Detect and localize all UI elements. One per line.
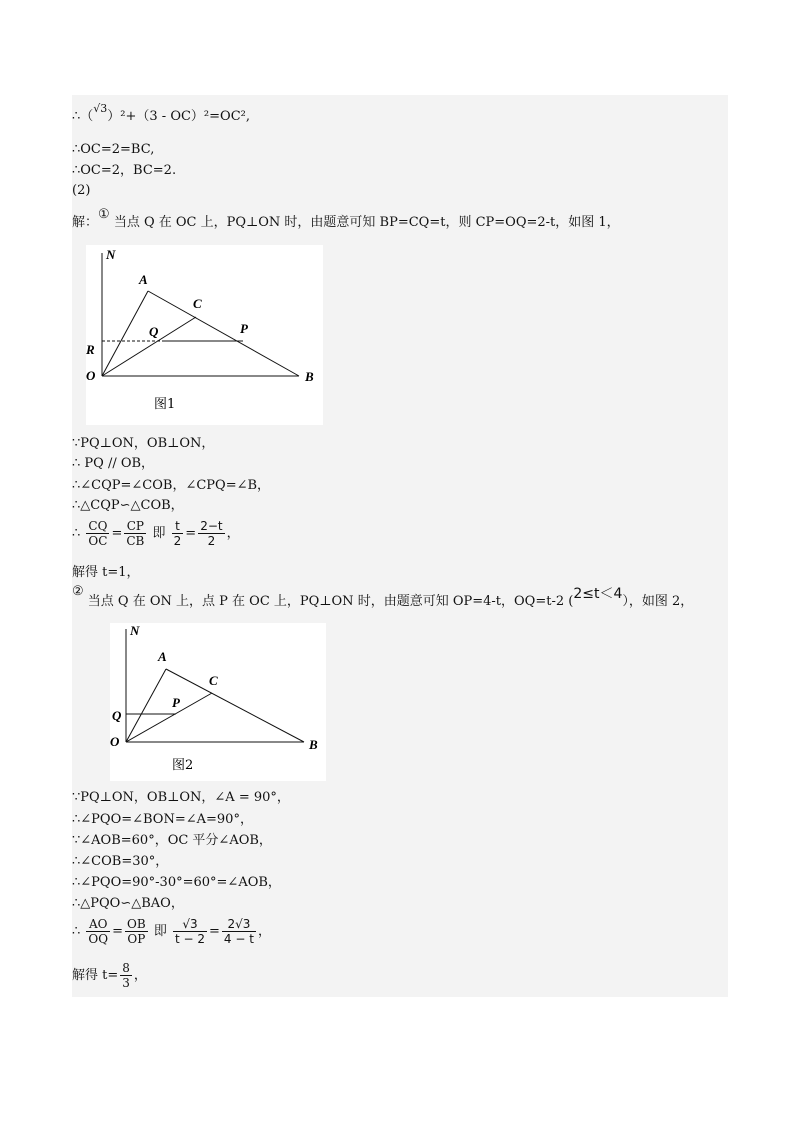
comma: ， <box>226 526 240 541</box>
fraction-ob-op: $\frac{OB}{OP}$ <box>127 917 146 946</box>
line-19 <box>72 917 271 947</box>
document-page <box>72 95 728 997</box>
label-c: C <box>193 296 202 311</box>
line-9: ∴△CQP∽△COB， <box>72 498 184 513</box>
therefore-symbol: ∴ <box>72 924 81 939</box>
label-p: P <box>240 321 248 336</box>
label-q: Q <box>112 708 122 723</box>
line-7: ∴ PQ // OB， <box>72 456 155 471</box>
fraction-t-2: $\frac{t}{2}$ <box>173 519 182 548</box>
ji-word: 即 <box>153 924 167 939</box>
figure-1-diagram <box>86 245 323 425</box>
label-b: B <box>309 737 318 752</box>
circled-two: ② <box>72 584 84 599</box>
label-o: O <box>110 734 120 749</box>
figure-2-caption: 图2 <box>172 758 194 773</box>
equation-rest: ）²+（3 - OC）²=OC², <box>107 109 250 124</box>
line-20 <box>72 961 147 991</box>
fraction-cp-cb: $\frac{CP}{CB}$ <box>126 519 145 548</box>
circled-one: ① <box>98 207 110 222</box>
fraction-sqrt3-t-minus-2: $\frac{√3}{t - 2}$ <box>174 917 205 946</box>
figure-2-diagram <box>110 623 326 781</box>
label-q: Q <box>149 324 159 339</box>
comma: ， <box>257 924 271 939</box>
equals-sign: = <box>111 526 123 541</box>
fraction-2-minus-t: $\frac{2-t}{2}$ <box>200 519 223 548</box>
equals-sign: = <box>112 924 124 939</box>
line-6: ∵PQ⊥ON，OB⊥ON， <box>72 436 215 451</box>
case-two-end: ），如图 2， <box>622 594 694 609</box>
fraction-2sqrt3-4-minus-t: $\frac{2√3}{4 - t}$ <box>223 917 254 946</box>
line-11: 解得 t=1， <box>72 565 140 580</box>
case-two-text: 当点 Q 在 ON 上，点 P 在 OC 上，PQ⊥ON 时，由题意可知 OP=4-t，OQ=t-2 ( <box>87 594 574 609</box>
label-n: N <box>130 623 140 638</box>
figure-1-caption: 图1 <box>154 397 176 412</box>
label-b: B <box>305 369 314 384</box>
equals-sign: = <box>209 924 220 939</box>
fraction-ao-oq: $\frac{AO}{OQ}$ <box>88 917 109 946</box>
comma: ， <box>133 968 147 983</box>
line-15: ∵∠AOB=60°，OC 平分∠AOB， <box>72 833 272 848</box>
line-3: ∴OC=2，BC=2. <box>72 163 177 178</box>
ji-word: 即 <box>152 526 166 541</box>
line-4: (2) <box>72 183 91 198</box>
label-a: A <box>158 649 167 664</box>
range-condition: 2≤t＜4 <box>573 586 623 602</box>
label-r: R <box>86 342 95 357</box>
label-n: N <box>106 247 116 262</box>
line-16: ∴∠COB=30°， <box>72 854 169 869</box>
fraction-8-3: $\frac{8}{3}$ <box>122 961 130 990</box>
line-17: ∴∠PQO=90°-30°=60°=∠AOB， <box>72 875 281 890</box>
line-13: ∵PQ⊥ON，OB⊥ON，∠A = 90°， <box>72 790 290 805</box>
line-1 <box>72 102 250 125</box>
line-18: ∴△PQO∽△BAO， <box>72 896 184 911</box>
therefore-symbol: ∴（ <box>72 109 94 124</box>
sqrt-three: √3 <box>93 102 108 115</box>
case-one-text: 当点 Q 在 OC 上，PQ⊥ON 时，由题意可知 BP=CQ=t，则 CP=OQ=2-t，如图 1， <box>113 215 620 230</box>
therefore-symbol: ∴ <box>72 526 81 541</box>
label-o: O <box>86 368 96 383</box>
fraction-cq-oc: $\frac{CQ}{OC}$ <box>88 519 108 548</box>
figure-1 <box>86 245 323 425</box>
equals-sign: = <box>185 526 197 541</box>
label-a: A <box>139 272 148 287</box>
line-8: ∴∠CQP=∠COB，∠CPQ=∠B， <box>72 478 271 493</box>
line-10 <box>72 519 240 549</box>
figure-2 <box>110 623 326 781</box>
line-5 <box>72 207 620 231</box>
line-14: ∴∠PQO=∠BON=∠A=90°， <box>72 812 253 827</box>
line-2: ∴OC=2=BC, <box>72 142 155 157</box>
label-c: C <box>209 673 218 688</box>
solve-prefix: 解得 t= <box>72 968 119 983</box>
label-p: P <box>172 695 180 710</box>
line-12 <box>72 584 694 610</box>
solution-prefix: 解： <box>72 215 99 230</box>
